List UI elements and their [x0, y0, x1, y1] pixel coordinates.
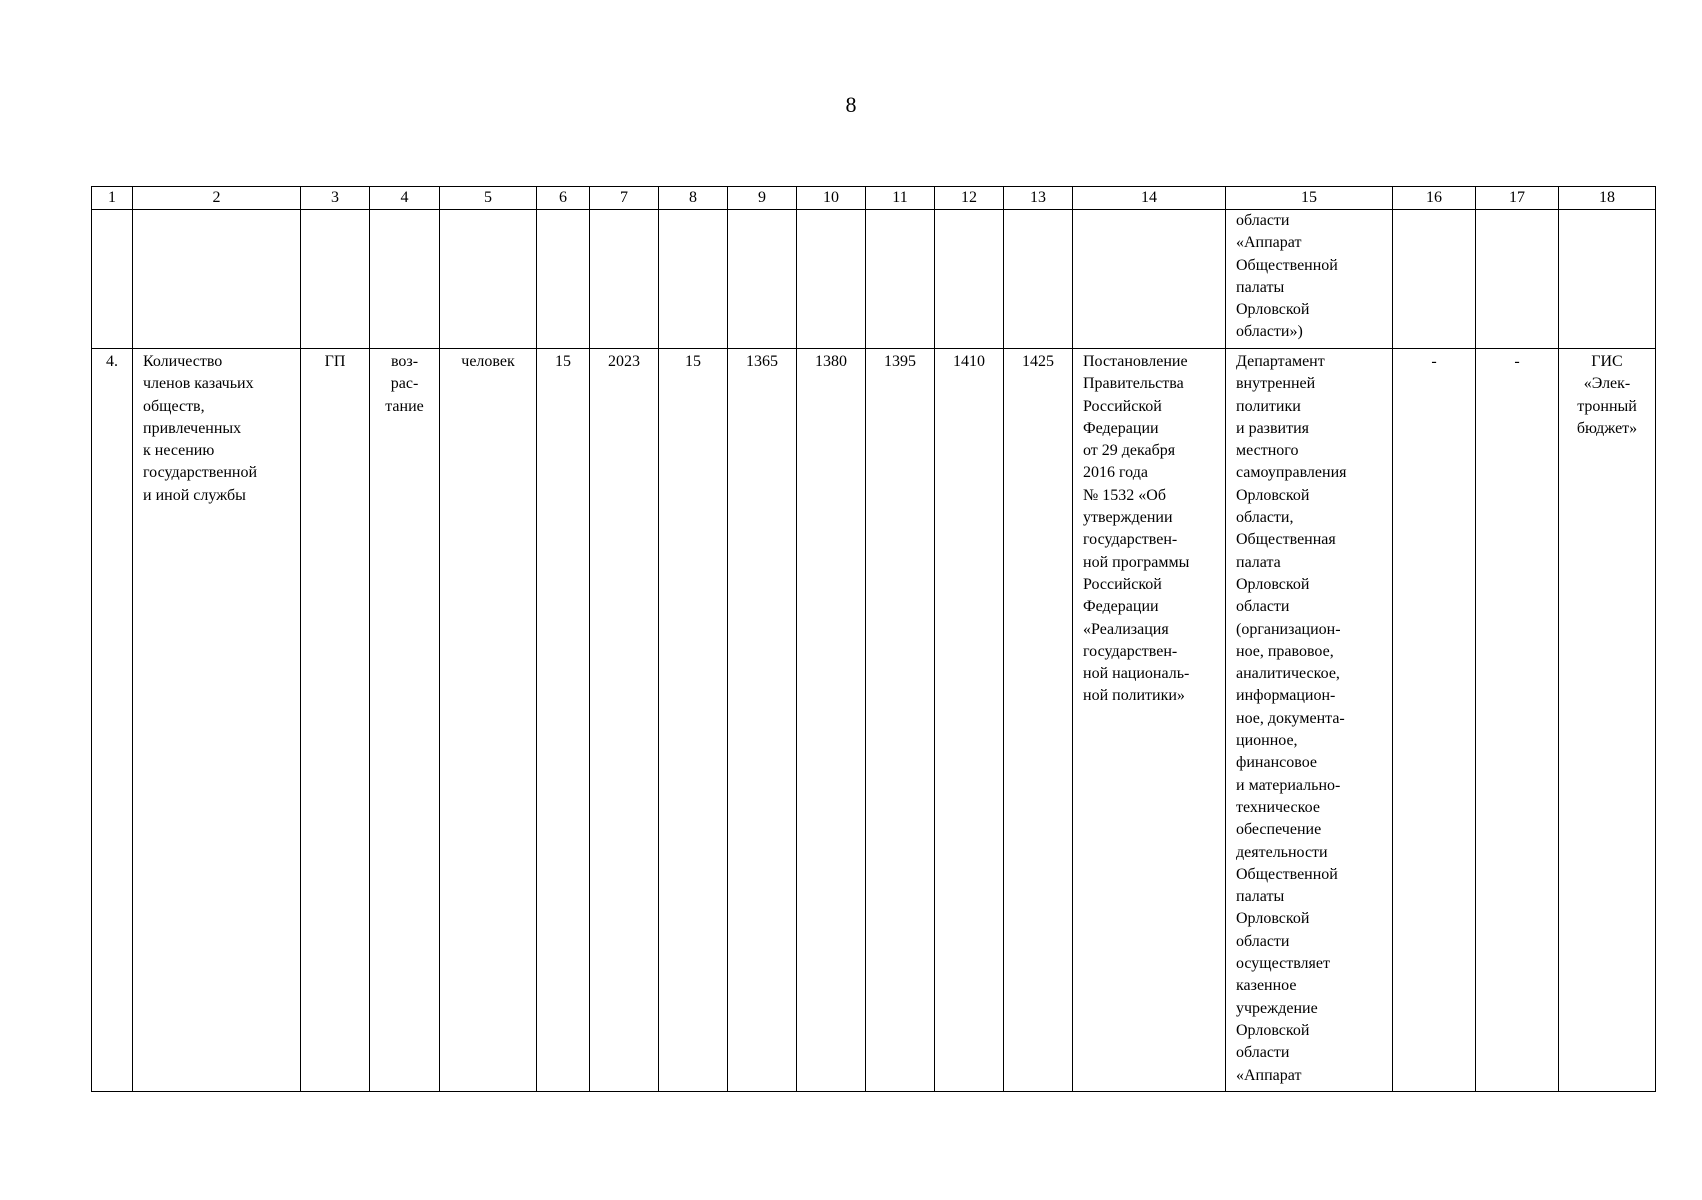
table-cell	[728, 210, 797, 349]
column-number: 4	[370, 187, 440, 210]
column-number: 9	[728, 187, 797, 210]
table-cell	[1004, 210, 1073, 349]
table-cell	[866, 210, 935, 349]
table-cell	[301, 210, 370, 349]
page-number: 8	[845, 92, 857, 117]
table-cell	[659, 210, 728, 349]
table-cell	[537, 210, 590, 349]
document-cell: Постановление Правительства Российской Федерации от 29 декабря 2016 года № 1532 «Об утверждении государствен- ной программы Российской Федерации «Реализация государствен- ной националь- ной политики»	[1073, 349, 1226, 1092]
table-cell	[1393, 210, 1476, 349]
unit-cell: человек	[440, 349, 537, 1092]
column-number: 5	[440, 187, 537, 210]
dash-cell: -	[1393, 349, 1476, 1092]
level-cell: ГП	[301, 349, 370, 1092]
table-cell	[92, 210, 133, 349]
table-cell	[590, 210, 659, 349]
table-cell	[1476, 210, 1559, 349]
column-number: 15	[1226, 187, 1393, 210]
column-number: 6	[537, 187, 590, 210]
column-number: 11	[866, 187, 935, 210]
value-cell: 15	[659, 349, 728, 1092]
base-value-cell: 15	[537, 349, 590, 1092]
base-year-cell: 2023	[590, 349, 659, 1092]
value-cell: 1380	[797, 349, 866, 1092]
column-number: 8	[659, 187, 728, 210]
responsible-continuation-cell: области «Аппарат Общественной палаты Орловской области»)	[1226, 210, 1393, 349]
info-system-cell: ГИС «Элек- тронный бюджет»	[1559, 349, 1656, 1092]
dash-cell: -	[1476, 349, 1559, 1092]
column-number: 12	[935, 187, 1004, 210]
value-cell: 1425	[1004, 349, 1073, 1092]
column-number: 10	[797, 187, 866, 210]
table-row	[92, 349, 1656, 1092]
value-cell: 1410	[935, 349, 1004, 1092]
table-cell	[1073, 210, 1226, 349]
column-number: 2	[133, 187, 301, 210]
indicators-table	[91, 186, 1656, 1092]
column-number: 7	[590, 187, 659, 210]
column-number: 1	[92, 187, 133, 210]
value-cell: 1365	[728, 349, 797, 1092]
table-cell	[133, 210, 301, 349]
column-number: 3	[301, 187, 370, 210]
trend-cell: воз- рас- тание	[370, 349, 440, 1092]
table-cell	[1559, 210, 1656, 349]
column-number: 13	[1004, 187, 1073, 210]
column-number: 18	[1559, 187, 1656, 210]
responsible-cell: Департамент внутренней политики и развития местного самоуправления Орловской области, Общественная палата Орловской области (организацион- ное, правовое, аналитическое, информацион- ное, документа- ционное, финансовое и материально- техническое обеспечение деятельности Общественной палаты Орловской области осуществляет казенное учреждение Орловской области «Аппарат	[1226, 349, 1393, 1092]
column-number: 14	[1073, 187, 1226, 210]
row-number-cell: 4.	[92, 349, 133, 1092]
table-cell	[440, 210, 537, 349]
table-cell	[797, 210, 866, 349]
column-number: 17	[1476, 187, 1559, 210]
continuation-row	[92, 210, 1656, 349]
table-cell	[935, 210, 1004, 349]
indicator-name-cell: Количество членов казачьих обществ, привлеченных к несению государственной и иной службы	[133, 349, 301, 1092]
column-number-row	[92, 187, 1656, 210]
table-cell	[370, 210, 440, 349]
value-cell: 1395	[866, 349, 935, 1092]
column-number: 16	[1393, 187, 1476, 210]
